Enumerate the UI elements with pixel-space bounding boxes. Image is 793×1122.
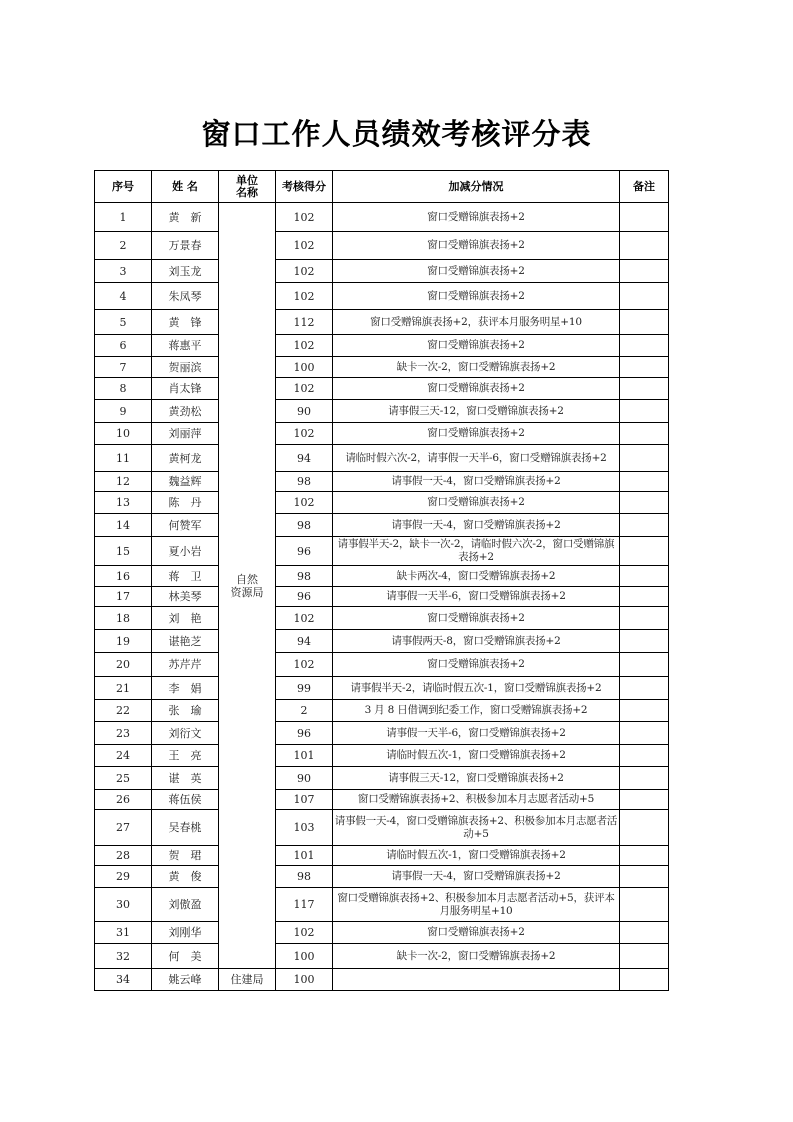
row-score: 102 bbox=[276, 607, 333, 630]
row-score: 90 bbox=[276, 400, 333, 423]
table-row bbox=[95, 866, 669, 888]
row-score: 102 bbox=[276, 232, 333, 260]
row-name: 肖太锋 bbox=[152, 378, 219, 400]
row-note bbox=[620, 310, 669, 335]
row-note bbox=[620, 492, 669, 514]
table-row bbox=[95, 283, 669, 310]
table-row bbox=[95, 700, 669, 722]
row-score: 98 bbox=[276, 472, 333, 492]
row-score: 102 bbox=[276, 492, 333, 514]
table-row bbox=[95, 677, 669, 700]
row-score: 103 bbox=[276, 810, 333, 846]
table-row bbox=[95, 335, 669, 357]
row-note bbox=[620, 378, 669, 400]
row-name: 朱凤琴 bbox=[152, 283, 219, 310]
row-name: 刘刚华 bbox=[152, 922, 219, 944]
header-note: 备注 bbox=[620, 171, 669, 203]
row-note bbox=[620, 866, 669, 888]
row-no: 16 bbox=[95, 566, 152, 587]
row-name: 刘玉龙 bbox=[152, 260, 219, 283]
row-no: 20 bbox=[95, 653, 152, 677]
row-name: 黄 俊 bbox=[152, 866, 219, 888]
row-score: 96 bbox=[276, 537, 333, 566]
row-name: 黄 新 bbox=[152, 203, 219, 232]
row-no: 26 bbox=[95, 790, 152, 810]
row-note bbox=[620, 260, 669, 283]
row-name: 黄劲松 bbox=[152, 400, 219, 423]
row-note bbox=[620, 810, 669, 846]
row-no: 12 bbox=[95, 472, 152, 492]
table-row bbox=[95, 537, 669, 566]
row-score: 102 bbox=[276, 922, 333, 944]
table-row bbox=[95, 722, 669, 745]
row-detail: 窗口受赠锦旗表扬+2 bbox=[333, 378, 620, 400]
header-detail: 加减分情况 bbox=[333, 171, 620, 203]
row-note bbox=[620, 944, 669, 969]
row-score: 101 bbox=[276, 745, 333, 767]
table-row bbox=[95, 514, 669, 537]
row-note bbox=[620, 888, 669, 922]
row-detail: 请事假半天-2，请临时假五次-1，窗口受赠锦旗表扬+2 bbox=[333, 677, 620, 700]
row-name: 刘丽萍 bbox=[152, 423, 219, 445]
row-score: 98 bbox=[276, 566, 333, 587]
row-detail: 窗口受赠锦旗表扬+2 bbox=[333, 653, 620, 677]
row-detail: 窗口受赠锦旗表扬+2 bbox=[333, 232, 620, 260]
row-score: 102 bbox=[276, 283, 333, 310]
header-no: 序号 bbox=[95, 171, 152, 203]
row-name: 万景春 bbox=[152, 232, 219, 260]
row-detail: 请事假一天-4，窗口受赠锦旗表扬+2 bbox=[333, 866, 620, 888]
row-detail: 请事假一天半-6，窗口受赠锦旗表扬+2 bbox=[333, 722, 620, 745]
table-row bbox=[95, 888, 669, 922]
row-note bbox=[620, 423, 669, 445]
row-note bbox=[620, 445, 669, 472]
row-detail: 请临时假五次-1，窗口受赠锦旗表扬+2 bbox=[333, 745, 620, 767]
row-detail: 窗口受赠锦旗表扬+2 bbox=[333, 492, 620, 514]
table-row bbox=[95, 472, 669, 492]
row-name: 刘傲盈 bbox=[152, 888, 219, 922]
row-name: 张 瑜 bbox=[152, 700, 219, 722]
row-score: 107 bbox=[276, 790, 333, 810]
row-score: 99 bbox=[276, 677, 333, 700]
row-detail: 请事假一天-4，窗口受赠锦旗表扬+2 bbox=[333, 472, 620, 492]
table-row bbox=[95, 357, 669, 378]
row-detail: 窗口受赠锦旗表扬+2 bbox=[333, 283, 620, 310]
table-row bbox=[95, 653, 669, 677]
table-row bbox=[95, 310, 669, 335]
row-score: 100 bbox=[276, 357, 333, 378]
row-detail: 请事假一天-4，窗口受赠锦旗表扬+2 bbox=[333, 514, 620, 537]
header-score: 考核得分 bbox=[276, 171, 333, 203]
row-note bbox=[620, 700, 669, 722]
row-detail: 请事假三天-12，窗口受赠锦旗表扬+2 bbox=[333, 400, 620, 423]
row-detail: 请临时假五次-1，窗口受赠锦旗表扬+2 bbox=[333, 846, 620, 866]
row-detail: 窗口受赠锦旗表扬+2、积极参加本月志愿者活动+5 bbox=[333, 790, 620, 810]
row-note bbox=[620, 653, 669, 677]
row-no: 30 bbox=[95, 888, 152, 922]
table-row bbox=[95, 260, 669, 283]
row-no: 11 bbox=[95, 445, 152, 472]
row-score: 102 bbox=[276, 423, 333, 445]
header-name: 姓 名 bbox=[152, 171, 219, 203]
table-row bbox=[95, 922, 669, 944]
row-detail: 缺卡两次-4，窗口受赠锦旗表扬+2 bbox=[333, 566, 620, 587]
row-detail: 缺卡一次-2，窗口受赠锦旗表扬+2 bbox=[333, 357, 620, 378]
row-name: 林美琴 bbox=[152, 587, 219, 607]
row-note bbox=[620, 790, 669, 810]
row-no: 13 bbox=[95, 492, 152, 514]
table-row bbox=[95, 745, 669, 767]
row-no: 10 bbox=[95, 423, 152, 445]
table-row bbox=[95, 767, 669, 790]
row-detail: 3 月 8 日借调到纪委工作，窗口受赠锦旗表扬+2 bbox=[333, 700, 620, 722]
header-unit-line2: 名称 bbox=[236, 185, 258, 199]
score-table bbox=[94, 170, 669, 991]
header-unit-line1: 单位 bbox=[236, 173, 258, 187]
row-note bbox=[620, 472, 669, 492]
row-note bbox=[620, 357, 669, 378]
row-score: 100 bbox=[276, 969, 333, 991]
row-score: 102 bbox=[276, 260, 333, 283]
row-no: 18 bbox=[95, 607, 152, 630]
row-name: 黄柯龙 bbox=[152, 445, 219, 472]
row-name: 陈 丹 bbox=[152, 492, 219, 514]
row-score: 117 bbox=[276, 888, 333, 922]
row-score: 94 bbox=[276, 445, 333, 472]
row-score: 112 bbox=[276, 310, 333, 335]
table-row bbox=[95, 423, 669, 445]
table-row bbox=[95, 400, 669, 423]
unit-line1: 自然 bbox=[236, 572, 258, 586]
row-name: 苏芹芹 bbox=[152, 653, 219, 677]
table-row bbox=[95, 607, 669, 630]
table-row bbox=[95, 790, 669, 810]
row-score: 94 bbox=[276, 630, 333, 653]
row-name: 黄 锋 bbox=[152, 310, 219, 335]
row-detail: 请事假一天半-6，窗口受赠锦旗表扬+2 bbox=[333, 587, 620, 607]
unit-cell-housing: 住建局 bbox=[219, 969, 276, 991]
row-note bbox=[620, 745, 669, 767]
row-no: 23 bbox=[95, 722, 152, 745]
row-name: 吴春桃 bbox=[152, 810, 219, 846]
row-no: 3 bbox=[95, 260, 152, 283]
unit-cell-natural-resources bbox=[219, 203, 276, 969]
row-name: 夏小岩 bbox=[152, 537, 219, 566]
row-no: 24 bbox=[95, 745, 152, 767]
table-header-row bbox=[95, 171, 669, 203]
row-name: 蒋 卫 bbox=[152, 566, 219, 587]
row-no: 9 bbox=[95, 400, 152, 423]
row-no: 14 bbox=[95, 514, 152, 537]
row-name: 贺丽滨 bbox=[152, 357, 219, 378]
table-row bbox=[95, 203, 669, 232]
table-row bbox=[95, 969, 669, 991]
row-score: 98 bbox=[276, 514, 333, 537]
table-row bbox=[95, 944, 669, 969]
row-score: 102 bbox=[276, 203, 333, 232]
table-row bbox=[95, 566, 669, 587]
row-note bbox=[620, 922, 669, 944]
table-row bbox=[95, 445, 669, 472]
row-detail: 窗口受赠锦旗表扬+2，获评本月服务明星+10 bbox=[333, 310, 620, 335]
row-note bbox=[620, 677, 669, 700]
row-no: 21 bbox=[95, 677, 152, 700]
row-detail: 窗口受赠锦旗表扬+2 bbox=[333, 260, 620, 283]
row-name: 蒋惠平 bbox=[152, 335, 219, 357]
row-note bbox=[620, 607, 669, 630]
row-name: 刘衍文 bbox=[152, 722, 219, 745]
row-no: 1 bbox=[95, 203, 152, 232]
row-note bbox=[620, 587, 669, 607]
header-unit bbox=[219, 171, 276, 203]
unit-line2: 资源局 bbox=[230, 585, 264, 599]
row-no: 17 bbox=[95, 587, 152, 607]
row-detail: 窗口受赠锦旗表扬+2 bbox=[333, 203, 620, 232]
row-note bbox=[620, 537, 669, 566]
row-score: 98 bbox=[276, 866, 333, 888]
row-name: 贺 珺 bbox=[152, 846, 219, 866]
row-no: 7 bbox=[95, 357, 152, 378]
row-score: 96 bbox=[276, 587, 333, 607]
table-row bbox=[95, 587, 669, 607]
row-detail: 窗口受赠锦旗表扬+2 bbox=[333, 335, 620, 357]
row-no: 29 bbox=[95, 866, 152, 888]
row-name: 王 亮 bbox=[152, 745, 219, 767]
row-no: 19 bbox=[95, 630, 152, 653]
row-no: 34 bbox=[95, 969, 152, 991]
row-note bbox=[620, 722, 669, 745]
row-no: 31 bbox=[95, 922, 152, 944]
row-name: 谌 英 bbox=[152, 767, 219, 790]
row-detail: 窗口受赠锦旗表扬+2 bbox=[333, 922, 620, 944]
row-name: 蒋伍侯 bbox=[152, 790, 219, 810]
row-note bbox=[620, 566, 669, 587]
row-name: 姚云峰 bbox=[152, 969, 219, 991]
row-detail: 请事假三天-12，窗口受赠锦旗表扬+2 bbox=[333, 767, 620, 790]
row-detail: 窗口受赠锦旗表扬+2、积极参加本月志愿者活动+5，获评本月服务明星+10 bbox=[333, 888, 620, 922]
row-name: 魏益辉 bbox=[152, 472, 219, 492]
row-note bbox=[620, 630, 669, 653]
row-name: 李 娟 bbox=[152, 677, 219, 700]
row-score: 2 bbox=[276, 700, 333, 722]
row-note bbox=[620, 283, 669, 310]
table-body bbox=[95, 203, 669, 991]
row-note bbox=[620, 846, 669, 866]
row-name: 刘 艳 bbox=[152, 607, 219, 630]
row-no: 8 bbox=[95, 378, 152, 400]
row-no: 15 bbox=[95, 537, 152, 566]
row-score: 101 bbox=[276, 846, 333, 866]
row-detail: 请事假一天-4，窗口受赠锦旗表扬+2、积极参加本月志愿者活动+5 bbox=[333, 810, 620, 846]
row-detail: 窗口受赠锦旗表扬+2 bbox=[333, 423, 620, 445]
row-no: 2 bbox=[95, 232, 152, 260]
row-no: 27 bbox=[95, 810, 152, 846]
row-score: 102 bbox=[276, 378, 333, 400]
row-no: 25 bbox=[95, 767, 152, 790]
row-note bbox=[620, 203, 669, 232]
page-title: 窗口工作人员绩效考核评分表 bbox=[201, 117, 592, 151]
table-row bbox=[95, 810, 669, 846]
table-row bbox=[95, 630, 669, 653]
row-no: 28 bbox=[95, 846, 152, 866]
row-score: 90 bbox=[276, 767, 333, 790]
row-no: 22 bbox=[95, 700, 152, 722]
row-detail: 窗口受赠锦旗表扬+2 bbox=[333, 607, 620, 630]
table-row bbox=[95, 846, 669, 866]
table-row bbox=[95, 378, 669, 400]
row-note bbox=[620, 969, 669, 991]
row-score: 100 bbox=[276, 944, 333, 969]
row-no: 32 bbox=[95, 944, 152, 969]
row-name: 何赞军 bbox=[152, 514, 219, 537]
row-note bbox=[620, 514, 669, 537]
row-no: 4 bbox=[95, 283, 152, 310]
row-detail bbox=[333, 969, 620, 991]
row-detail: 请临时假六次-2，请事假一天半-6，窗口受赠锦旗表扬+2 bbox=[333, 445, 620, 472]
table-row bbox=[95, 232, 669, 260]
row-score: 96 bbox=[276, 722, 333, 745]
row-score: 102 bbox=[276, 335, 333, 357]
row-detail: 请事假半天-2，缺卡一次-2，请临时假六次-2，窗口受赠锦旗表扬+2 bbox=[333, 537, 620, 566]
row-name: 何 美 bbox=[152, 944, 219, 969]
row-no: 6 bbox=[95, 335, 152, 357]
row-name: 谌艳芝 bbox=[152, 630, 219, 653]
row-score: 102 bbox=[276, 653, 333, 677]
row-detail: 请事假两天-8，窗口受赠锦旗表扬+2 bbox=[333, 630, 620, 653]
row-note bbox=[620, 400, 669, 423]
row-note bbox=[620, 767, 669, 790]
row-no: 5 bbox=[95, 310, 152, 335]
table-row bbox=[95, 492, 669, 514]
row-note bbox=[620, 335, 669, 357]
row-detail: 缺卡一次-2，窗口受赠锦旗表扬+2 bbox=[333, 944, 620, 969]
row-note bbox=[620, 232, 669, 260]
